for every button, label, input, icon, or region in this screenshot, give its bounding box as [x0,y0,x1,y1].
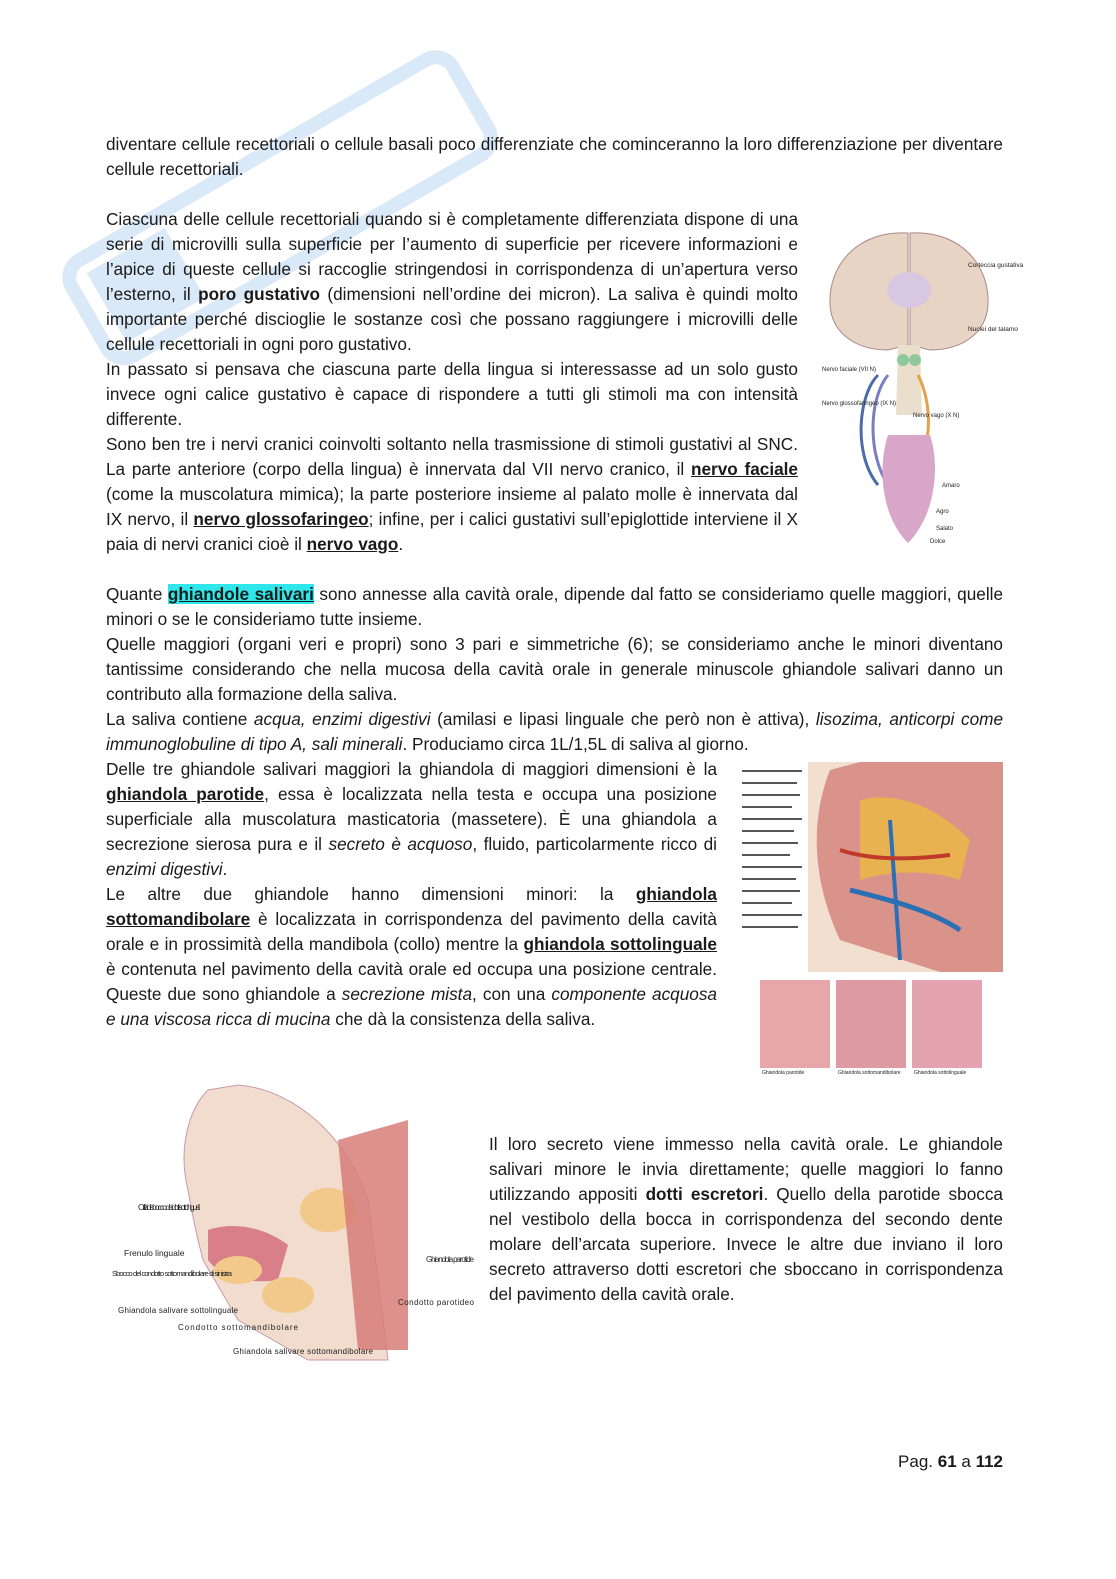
term-ghiandole-salivari: ghiandole salivari [167,584,314,604]
label-ghiandola-parotide: Ghiandola parotide [426,1255,474,1264]
label-salato: Salato [936,526,954,532]
paragraph-ghiandole: Quante ghiandole salivari sono annesse alla cavità orale, dipende dal fatto se consideriamo quelle maggiori, quelle minori o se le consideriamo tutte insieme. [106,584,1004,629]
term-ghiandola-sottolinguale: ghiandola sottolinguale [523,934,717,954]
paragraph-intro: diventare cellule recettoriali o cellule basali poco differenziate che cominceranno la loro differenziazione per diventare cellule recettoriali. [106,134,1003,179]
label-histo-parotide: Ghiandola parotide [762,1070,805,1076]
label-frenulo: Frenulo linguale [124,1248,185,1258]
label-orifizi: Orifizi di sbocco dei dotti sottolinguali [138,1202,201,1212]
label-histo-sottomandibolare: Ghiandola sottomandibolare [838,1070,901,1076]
term-dotti-escretori: dotti escretori [645,1184,764,1204]
label-ghiandola-sottolinguale: Ghiandola salivare sottolinguale [118,1306,238,1315]
term-nervo-faciale: nervo faciale [690,459,798,479]
figure-face-anatomy [740,760,1005,1078]
label-corteccia-gustativa: Corteccia gustativa [968,262,1024,269]
label-nervo-glossofaringeo: Nervo glossofaringeo (IX N) [822,401,897,407]
term-nervo-glossofaringeo: nervo glossofaringeo [193,509,369,529]
paragraph-recettoriali: Ciascuna delle cellule recettoriali quando si è completamente differenziata dispone di una serie di microvilli sulla superficie per l’aumento di superficie per ricevere informazioni e l’apice di queste cellule si raccoglie stringendosi in corrispondenza di un’apertura verso l’esterno, il poro gustativo (dimensioni nell’ordine dei micron). La saliva è quindi molto importante perché discioglie le sostanze così che possano raggiungere i microvilli delle cellule recettoriali in ogni poro gustativo. [106,209,798,354]
label-sbocco-condotto: Sbocco del condotto sottomandibolare di sinistra [112,1269,232,1278]
label-nervo-vago: Nervo vago (X N) [913,413,960,419]
paragraph-altre-ghiandole: Le altre due ghiandole hanno dimensioni minori: la ghiandola sottomandibolare è localizzata in corrispondenza del pavimento della cavità orale e in prossimità della mandibola (collo) mentre la ghiandola sottolinguale è contenuta nel pavimento della cavità orale ed occupa una posizione centrale. Queste due sono ghiandole a secrezione mista, con una componente acquosa e una viscosa ricca di mucina che dà la consistenza della saliva. [106,884,717,1029]
figure-salivary-glands [108,1080,478,1370]
term-ghiandola-parotide: ghiandola parotide [106,784,265,804]
label-nuclei-talamo: Nuclei del talamo [968,326,1018,333]
paragraph-saliva: La saliva contiene acqua, enzimi digestivi (amilasi e lipasi linguale che però non è attiva), lisozima, anticorpi come immunoglobuline di tipo A, sali minerali. Produciamo circa 1L/1,5L di saliva al giorno. [106,709,1004,754]
label-ghiandola-sottomandibolare: Ghiandola salivare sottomandibolare [233,1347,373,1356]
label-condotto-sottomandibolare: Condotto sottomandibolare [178,1323,298,1332]
figure-gustatory-pathway [818,225,1024,547]
term-poro-gustativo: poro gustativo [198,284,321,304]
paragraph-secreto: Il loro secreto viene immesso nella cavità orale. Le ghiandole salivari minore le invia direttamente; quelle maggiori lo fanno utilizzando appositi dotti escretori. Quello della parotide sbocca nel vestibolo della bocca in corrispondenza del secondo dente molare dell’arcata superiore. Invece le altre due inviano il loro secreto attraverso dotti escretori che sboccano in corrispondenza del pavimento della cavità orale. [489,1134,1003,1304]
term-ghiandola-sottomandibolare: ghiandola sottomandibolare [106,884,717,929]
paragraph-maggiori: Quelle maggiori (organi veri e propri) sono 3 pari e simmetriche (6); se consideriamo anche le minori diventano tantissime considerando che nella mucosa della cavità orale in generale minuscole ghiandole salivari danno un contributo alla formazione della saliva. [106,634,1003,704]
label-dolce: Dolce [930,539,946,545]
page-number: Pag. 61 a 112 [898,1452,1003,1471]
label-nervo-faciale: Nervo faciale (VII N) [822,367,877,373]
label-histo-sottolinguale: Ghiandola sottolinguale [914,1070,967,1076]
term-nervo-vago: nervo vago [306,534,399,554]
paragraph-parotide: Delle tre ghiandole salivari maggiori la ghiandola di maggiori dimensioni è la ghiandola parotide, essa è localizzata nella testa e occupa una posizione superficiale alla muscolatura masticatoria (massetere). È una ghiandola a secrezione sierosa pura e il secreto è acquoso, fluido, particolarmente ricco di enzimi digestivi. [106,759,717,879]
paragraph-gusto: In passato si pensava che ciascuna parte della lingua si interessasse ad un solo gusto invece ogni calice gustativo è capace di rispondere a tutti gli stimoli ma con intensità differente. [106,359,798,429]
paragraph-nervi: Sono ben tre i nervi cranici coinvolti soltanto nella trasmissione di stimoli gustativi al SNC. La parte anteriore (corpo della lingua) è innervata dal VII nervo cranico, il nervo faciale (come la muscolatura mimica); la parte posteriore insieme al palato molle è innervata dal IX nervo, il nervo glossofaringeo; infine, per i calici gustativi sull’epiglottide interviene il X paia di nervi cranici cioè il nervo vago. [106,434,798,554]
label-amaro: Amaro [942,483,960,489]
label-agro: Agro [936,509,949,515]
label-condotto-parotideo: Condotto parotideo [398,1298,474,1307]
